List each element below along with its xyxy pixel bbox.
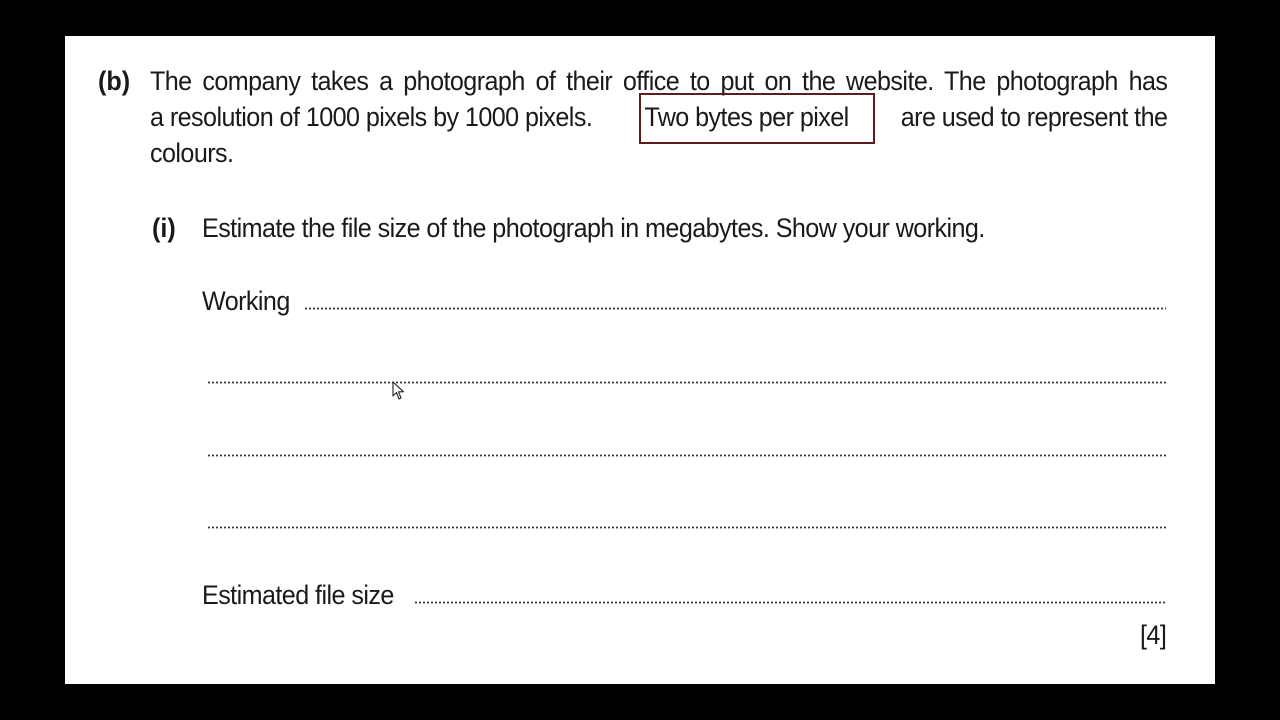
working-answer-line-2[interactable] [207, 381, 1166, 384]
subquestion-text: Estimate the file size of the photograph in megabytes. Show your working. [202, 213, 985, 243]
working-answer-line-3[interactable] [207, 454, 1166, 457]
question-line-2-end: are used to represent the [900, 102, 1168, 132]
question-line-3: colours. [150, 138, 234, 168]
working-label: Working [202, 286, 290, 316]
working-answer-line-4[interactable] [207, 526, 1166, 529]
mouse-pointer-icon [392, 381, 406, 401]
highlight-box [639, 93, 875, 144]
working-answer-line-1[interactable] [304, 307, 1166, 310]
question-line-1: The company takes a photograph of their office to put on the website. The photograph has [150, 66, 1168, 96]
marks-label: [4] [1140, 620, 1167, 650]
estimated-file-size-label: Estimated file size [202, 580, 394, 610]
subquestion-label: (i) [152, 213, 176, 243]
estimated-file-size-line[interactable] [414, 601, 1166, 604]
highlighted-phrase: Two bytes per pixel [644, 102, 849, 132]
part-label: (b) [98, 66, 131, 96]
exam-page [65, 36, 1215, 684]
question-line-2-start: a resolution of 1000 pixels by 1000 pixels. [150, 102, 593, 132]
